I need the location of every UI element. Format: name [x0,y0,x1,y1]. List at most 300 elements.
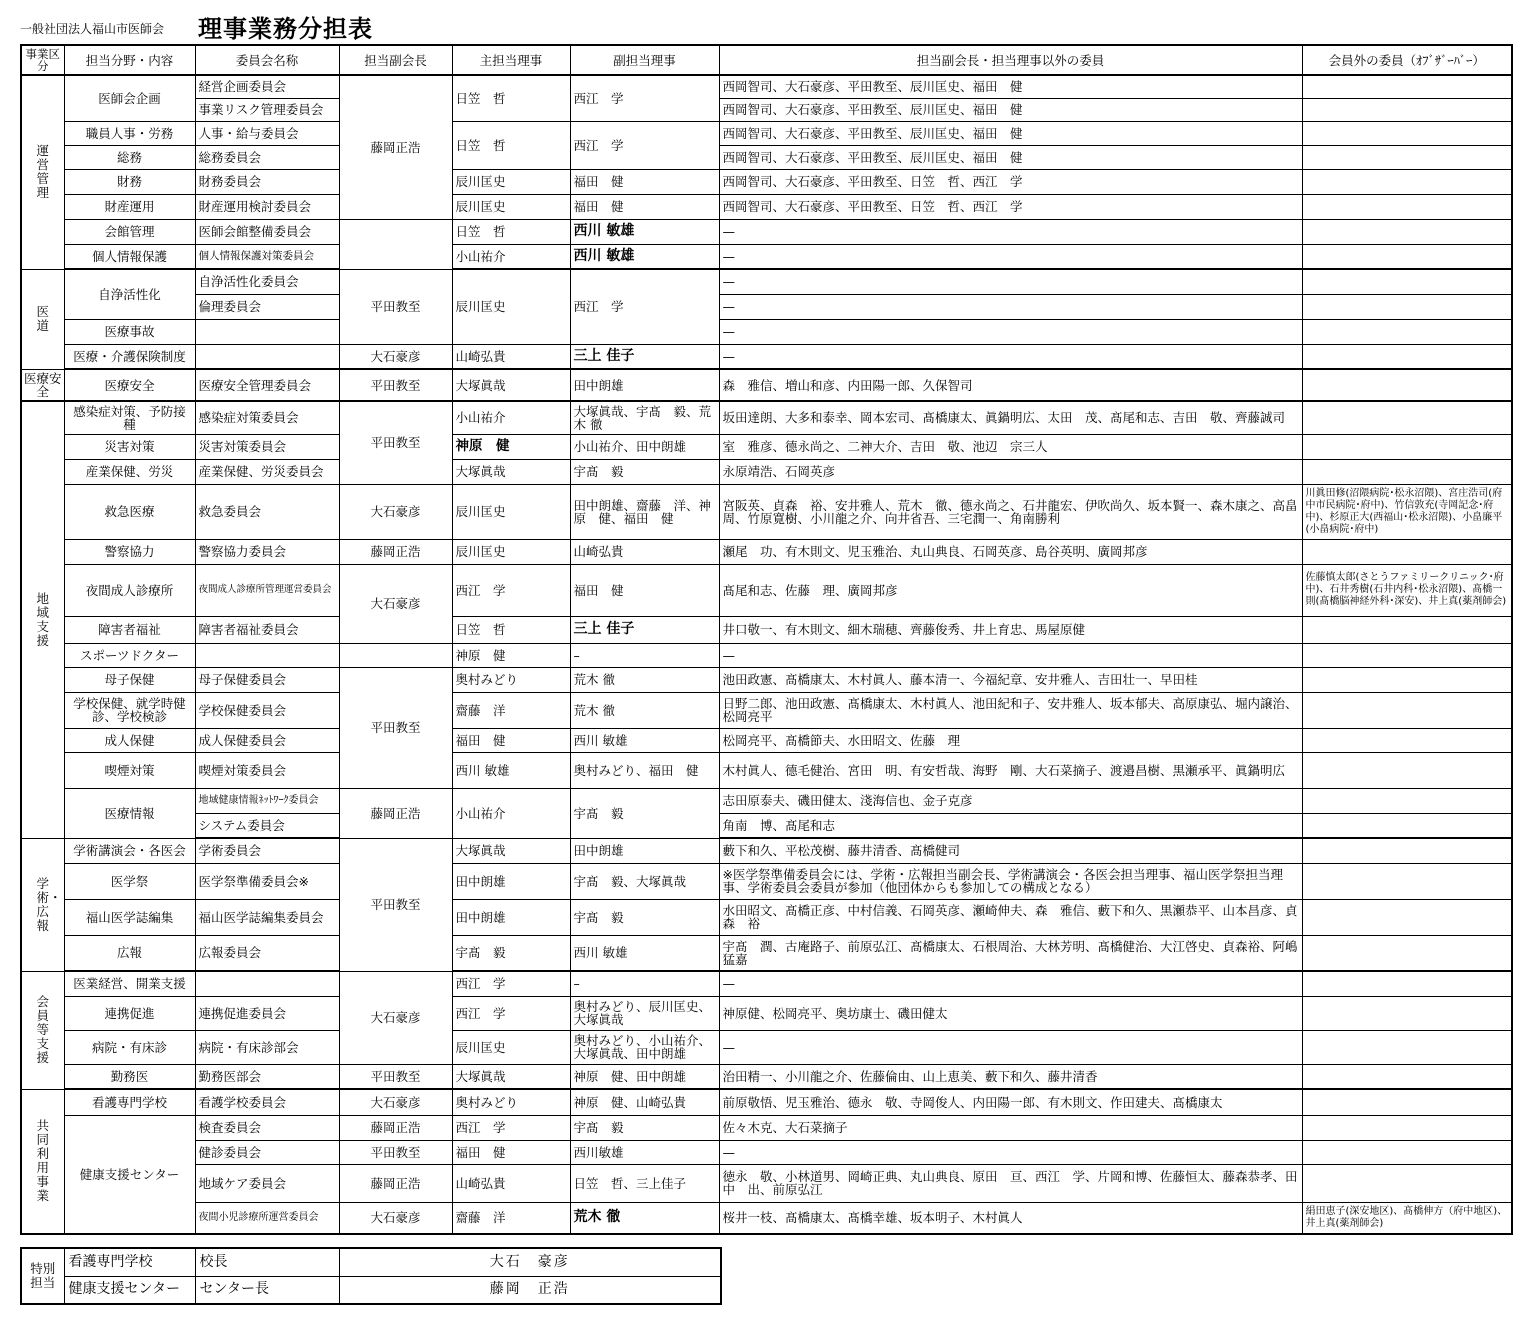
observers-cell [1302,788,1512,813]
table-row [21,459,1512,484]
table-row [21,539,1512,564]
vp-cell [339,643,452,667]
sub-cell: 西川 敏雄 [570,935,719,971]
vp-cell: 平田教至 [339,667,452,788]
main-cell: 辰川匡史 [452,194,570,219]
special-name: 大石 豪彦 [339,1248,721,1276]
table-row [21,1164,1512,1202]
sub-cell: 西江 学 [570,269,719,344]
field-cell: 障害者福祉 [64,616,195,643]
observers-cell: 佐藤慎太郎(さとうファミリークリニック･府中)、石井秀樹(石井内科･松永沼隈)、髙橋一則(髙橋脳神経外科･深安)、井上真(薬剤師会) [1302,564,1512,616]
table-row [21,1064,1512,1089]
members-cell: 徳永 敬、小林道男、岡崎正典、丸山典良、原田 亘、西江 学、片岡和博、佐藤恒太、藤森恭孝、田中 出、前原弘江 [719,1164,1302,1202]
table-row [21,169,1512,194]
members-cell: 志田原泰夫、磯田健太、淺海信也、金子克彦 [719,788,1302,813]
sub-cell: 宇髙 毅、大塚眞哉 [570,863,719,899]
main-cell: 西江 学 [452,971,570,996]
table-header-row [21,45,1512,75]
table-row [21,996,1512,1030]
field-cell: スポーツドクター [64,643,195,667]
members-cell: — [719,344,1302,369]
main-cell: 福田 健 [452,728,570,752]
main-cell: 田中朗雄 [452,863,570,899]
committee-cell: 総務委員会 [195,145,339,169]
table-row [21,194,1512,219]
table-row [21,344,1512,369]
members-cell: 西岡智司、大石豪彦、平田教至、日笠 哲、西江 学 [719,194,1302,219]
table-row [21,788,1512,813]
members-cell: 森 雅信、増山和彦、内田陽一郎、久保智司 [719,369,1302,401]
members-cell: — [719,1140,1302,1164]
table-row [21,643,1512,667]
observers-cell [1302,1089,1512,1115]
committee-cell: 自浄活性化委員会 [195,269,339,294]
members-cell: 日野二郎、池田政憲、髙橋康太、木村眞人、池田紀和子、安井雅人、坂本郁夫、高原康弘、堀内譲治、松岡亮平 [719,692,1302,728]
committee-cell: 救急委員会 [195,484,339,539]
committee-cell: 感染症対策委員会 [195,401,339,434]
observers-cell: 川眞田修(沼隈病院･松永沼隈)、宮庄浩司(府中市民病院･府中)、竹信敦充(寺岡記念･府中)、杉原正大(西福山･松永沼隈)、小畠廉平(小畠病院･府中) [1302,484,1512,539]
sub-cell: 宇髙 毅 [570,899,719,935]
sub-cell: 宇髙 毅 [570,459,719,484]
sub-cell: 荒木 徹 [570,667,719,692]
vp-cell: 平田教至 [339,1140,452,1164]
observers-cell [1302,539,1512,564]
table-row [21,369,1512,401]
vp-cell: 平田教至 [339,1064,452,1089]
main-cell: 大塚眞哉 [452,369,570,401]
observers-cell [1302,1164,1512,1202]
committee-cell: 看護学校委員会 [195,1089,339,1115]
committee-cell: 母子保健委員会 [195,667,339,692]
members-cell: — [719,269,1302,294]
committee-cell: 災害対策委員会 [195,434,339,459]
table-row [21,863,1512,899]
table-row [21,121,1512,145]
sub-cell: 田中朗雄 [570,369,719,401]
section-anzen: 医療安全 [21,369,64,401]
observers-cell [1302,1140,1512,1164]
members-cell: 木村眞人、德毛健治、宮田 明、有安哲哉、海野 剛、大石菜摘子、渡邉昌樹、黒瀬承平、眞鍋明広 [719,752,1302,788]
committee-cell: 病院・有床診部会 [195,1030,339,1064]
special-institution: 健康支援センター [64,1276,195,1304]
observers-cell [1302,616,1512,643]
table-row [21,219,1512,244]
field-cell: 連携促進 [64,996,195,1030]
table-row [21,269,1512,294]
observers-cell [1302,169,1512,194]
table-row [21,98,1512,121]
sub-cell: 神原 健、田中朗雄 [570,1064,719,1089]
members-cell: 宇髙 潤、古庵路子、前原弘江、髙橋康太、石根周治、大林芳明、髙橋健治、大江啓史、貞森裕、阿嶋猛嘉 [719,935,1302,971]
field-cell: 医療安全 [64,369,195,401]
sub-cell: 宇髙 毅 [570,1115,719,1140]
members-cell: 治田精一、小川龍之介、佐藤倫由、山上恵美、藪下和久、藤井清香 [719,1064,1302,1089]
observers-cell: 絹田恵子(深安地区)、髙橋伸方（府中地区)、井上真(薬剤師会) [1302,1202,1512,1234]
col-header-sub: 副担当理事 [570,45,719,75]
col-header-field: 担当分野・内容 [64,45,195,75]
main-cell: 辰川匡史 [452,269,570,344]
main-cell: 小山祐介 [452,244,570,269]
committee-cell: 財務委員会 [195,169,339,194]
committee-cell: 学校保健委員会 [195,692,339,728]
field-cell: 医療情報 [64,788,195,838]
table-row [21,75,1512,98]
main-cell: 辰川匡史 [452,1030,570,1064]
observers-cell [1302,145,1512,169]
sub-cell: 奥村みどり、小山祐介、大塚眞哉、田中朗雄 [570,1030,719,1064]
section-ido: 医道 [21,269,64,369]
committee-cell: 成人保健委員会 [195,728,339,752]
members-cell: 水田昭文、髙橋正彦、中村信義、石岡英彦、瀬崎伸夫、森 雅信、藪下和久、黒瀬恭平、山本昌彦、貞森 裕 [719,899,1302,935]
col-header-observers: 会員外の委員（ｵﾌﾞｻﾞｰﾊﾞｰ） [1302,45,1512,75]
observers-cell [1302,98,1512,121]
members-cell: 桜井一枝、髙橋康太、髙橋幸雄、坂本明子、木村眞人 [719,1202,1302,1234]
table-row [21,692,1512,728]
main-cell: 小山祐介 [452,401,570,434]
table-row [21,1115,1512,1140]
sub-cell: 奥村みどり、福田 健 [570,752,719,788]
main-cell: 辰川匡史 [452,539,570,564]
table-row [21,401,1512,434]
members-cell: 西岡智司、大石豪彦、平田教至、辰川匡史、福田 健 [719,121,1302,145]
field-cell: 広報 [64,935,195,971]
main-cell: 日笠 哲 [452,616,570,643]
vp-cell: 平田教至 [339,401,452,484]
members-cell: — [719,244,1302,269]
field-cell: 医業経営、開業支援 [64,971,195,996]
vp-cell: 平田教至 [339,838,452,971]
sub-cell: 田中朗雄 [570,838,719,863]
main-cell: 田中朗雄 [452,899,570,935]
section-unei: 運営管理 [21,75,64,269]
table-row [21,752,1512,788]
members-cell: 西岡智司、大石豪彦、平田教至、辰川匡史、福田 健 [719,75,1302,98]
special-duty-table [20,1247,722,1305]
field-cell: 母子保健 [64,667,195,692]
vp-cell: 藤岡正浩 [339,75,452,219]
field-cell: 医師会企画 [64,75,195,121]
table-row [21,434,1512,459]
sub-cell: 西江 学 [570,75,719,121]
section-chiiki: 地域支援 [21,401,64,838]
committee-cell: 健診委員会 [195,1140,339,1164]
members-cell: 池田政憲、髙橋康太、木村眞人、藤本清一、今福紀章、安井雅人、吉田壮一、早田桂 [719,667,1302,692]
field-cell: 警察協力 [64,539,195,564]
sub-cell: 西川 敏雄 [570,219,719,244]
table-row [21,616,1512,643]
observers-cell [1302,692,1512,728]
observers-cell [1302,294,1512,319]
section-kaiin: 会員等支援 [21,971,64,1089]
table-row [21,145,1512,169]
committee-cell [195,643,339,667]
field-cell: 財務 [64,169,195,194]
main-cell: 奥村みどり [452,1089,570,1115]
field-cell: 医学祭 [64,863,195,899]
observers-cell [1302,838,1512,863]
vp-cell: 藤岡正浩 [339,788,452,838]
sub-cell: 西川 敏雄 [570,728,719,752]
observers-cell [1302,219,1512,244]
table-row [21,728,1512,752]
table-row [21,1140,1512,1164]
col-header-category: 事業区分 [21,45,64,75]
main-cell: 齋藤 洋 [452,692,570,728]
table-row [21,1030,1512,1064]
special-role: 校長 [195,1248,339,1276]
observers-cell [1302,1030,1512,1064]
special-institution: 看護専門学校 [64,1248,195,1276]
special-category: 特別担当 [21,1248,64,1304]
observers-cell [1302,899,1512,935]
organization-name: 一般社団法人福山市医師会 [20,22,165,36]
table-row [21,838,1512,863]
table-row [21,971,1512,996]
committee-cell: 倫理委員会 [195,294,339,319]
members-cell: 前原敬悟、児玉雅治、德永 敬、寺岡俊人、内田陽一郎、有木則文、作田建夫、髙橋康太 [719,1089,1302,1115]
committee-cell: 個人情報保護対策委員会 [195,244,339,269]
committee-cell: 夜間成人診療所管理運営委員会 [195,564,339,616]
sub-cell: 宇髙 毅 [570,788,719,838]
main-cell: 神原 健 [452,434,570,459]
observers-cell [1302,344,1512,369]
main-cell: 福田 健 [452,1140,570,1164]
field-cell: 健康支援センター [64,1115,195,1234]
observers-cell [1302,752,1512,788]
members-cell: 松岡亮平、髙橋節夫、水田昭文、佐藤 理 [719,728,1302,752]
field-cell: 感染症対策、予防接種 [64,401,195,434]
vp-cell: 大石豪彦 [339,484,452,539]
main-cell: 大塚眞哉 [452,459,570,484]
observers-cell [1302,971,1512,996]
members-cell: 佐々木克、大石菜摘子 [719,1115,1302,1140]
main-cell: 山崎弘貴 [452,344,570,369]
observers-cell [1302,269,1512,294]
special-name: 藤岡 正浩 [339,1276,721,1304]
field-cell: 救急医療 [64,484,195,539]
members-cell: — [719,294,1302,319]
committee-cell: 医師会館整備委員会 [195,219,339,244]
main-cell: 宇髙 毅 [452,935,570,971]
main-cell: 辰川匡史 [452,484,570,539]
table-row [21,1276,721,1304]
sub-cell: 田中朗雄、齋藤 洋、神原 健、福田 健 [570,484,719,539]
table-row [21,484,1512,539]
main-cell: 辰川匡史 [452,169,570,194]
committee-cell: システム委員会 [195,813,339,838]
sub-cell: 山崎弘貴 [570,539,719,564]
main-cell: 日笠 哲 [452,75,570,121]
vp-cell: 大石豪彦 [339,564,452,643]
table-row [21,319,1512,344]
observers-cell [1302,643,1512,667]
sub-cell: 大塚眞哉、宇髙 毅、荒木 徹 [570,401,719,434]
main-cell: 奥村みどり [452,667,570,692]
col-header-committee: 委員会名称 [195,45,339,75]
field-cell: 医療・介護保険制度 [64,344,195,369]
committee-cell: 警察協力委員会 [195,539,339,564]
table-row [21,1202,1512,1234]
sub-cell: 小山祐介、田中朗雄 [570,434,719,459]
main-cell: 日笠 哲 [452,121,570,169]
field-cell: 勤務医 [64,1064,195,1089]
section-gakujutsu: 学術・広報 [21,838,64,971]
field-cell: 災害対策 [64,434,195,459]
sub-cell: 西川 敏雄 [570,244,719,269]
special-role: センター長 [195,1276,339,1304]
table-row [21,899,1512,935]
sub-cell: 奥村みどり、辰川匡史、大塚眞哉 [570,996,719,1030]
vp-cell [339,219,452,269]
members-cell: 角南 博、髙尾和志 [719,813,1302,838]
members-cell: 室 雅彦、德永尚之、二神大介、吉田 敬、池辺 宗三人 [719,434,1302,459]
main-cell: 西江 学 [452,996,570,1030]
committee-cell: 学術委員会 [195,838,339,863]
vp-cell: 藤岡正浩 [339,1164,452,1202]
vp-cell: 大石豪彦 [339,1202,452,1234]
observers-cell [1302,813,1512,838]
main-cell: 神原 健 [452,643,570,667]
field-cell: 財産運用 [64,194,195,219]
field-cell: 会館管理 [64,219,195,244]
observers-cell [1302,1064,1512,1089]
committee-cell: 医学祭準備委員会※ [195,863,339,899]
committee-cell: 地域ケア委員会 [195,1164,339,1202]
members-cell: 西岡智司、大石豪彦、平田教至、辰川匡史、福田 健 [719,98,1302,121]
observers-cell [1302,369,1512,401]
observers-cell [1302,863,1512,899]
col-header-vp: 担当副会長 [339,45,452,75]
col-header-main: 主担当理事 [452,45,570,75]
observers-cell [1302,935,1512,971]
committee-cell: 産業保健、労災委員会 [195,459,339,484]
members-cell: 藪下和久、平松茂樹、藤井清香、髙橋健司 [719,838,1302,863]
vp-cell: 大石豪彦 [339,344,452,369]
members-cell: — [719,319,1302,344]
field-cell: 職員人事・労務 [64,121,195,145]
document-title: 理事業務分担表 [198,15,373,43]
field-cell: 個人情報保護 [64,244,195,269]
table-row [21,294,1512,319]
table-row [21,1248,721,1276]
vp-cell: 藤岡正浩 [339,1115,452,1140]
sub-cell: 福田 健 [570,564,719,616]
committee-cell: 連携促進委員会 [195,996,339,1030]
observers-cell [1302,244,1512,269]
members-cell: 瀬尾 功、有木則文、児玉雅治、丸山典良、石岡英彦、島谷英明、廣岡邦彦 [719,539,1302,564]
committee-cell: 勤務医部会 [195,1064,339,1089]
field-cell: 学校保健、就学時健診、学校検診 [64,692,195,728]
members-cell: ※医学祭準備委員会には、学術・広報担当副会長、学術講演会・各医会担当理事、福山医学祭担当理事、学術委員会委員が参加（他団体からも参加しての構成となる） [719,863,1302,899]
observers-cell [1302,194,1512,219]
field-cell: 夜間成人診療所 [64,564,195,616]
committee-cell: 地域健康情報ﾈｯﾄﾜｰｸ委員会 [195,788,339,813]
sub-cell: – [570,643,719,667]
main-cell: 大塚眞哉 [452,1064,570,1089]
field-cell: 医療事故 [64,319,195,344]
field-cell: 福山医学誌編集 [64,899,195,935]
sub-cell: 福田 健 [570,194,719,219]
duty-table [20,44,1513,1235]
main-cell: 大塚眞哉 [452,838,570,863]
members-cell: 坂田達朗、大多和泰幸、岡本宏司、髙橋康太、眞鍋明広、太田 茂、髙尾和志、吉田 敬、齊藤誠司 [719,401,1302,434]
table-row [21,564,1512,616]
members-cell: 神原健、松岡亮平、奥坊康士、磯田健太 [719,996,1302,1030]
main-cell: 西川 敏雄 [452,752,570,788]
committee-cell [195,971,339,996]
sub-cell: – [570,971,719,996]
observers-cell [1302,996,1512,1030]
committee-cell: 検査委員会 [195,1115,339,1140]
sub-cell: 西川敏雄 [570,1140,719,1164]
main-cell: 日笠 哲 [452,219,570,244]
sub-cell: 日笠 哲、三上佳子 [570,1164,719,1202]
main-cell: 西江 学 [452,564,570,616]
members-cell: 髙尾和志、佐藤 理、廣岡邦彦 [719,564,1302,616]
field-cell: 喫煙対策 [64,752,195,788]
committee-cell: 経営企画委員会 [195,75,339,98]
members-cell: 宮阪英、貞森 裕、安井雅人、荒木 徹、德永尚之、石井龍宏、伊吹尚久、坂本賢一、森木康之、高畠 周、竹原寛樹、小川龍之介、向井省吾、三宅潤一、角南勝利 [719,484,1302,539]
observers-cell [1302,728,1512,752]
committee-cell: 喫煙対策委員会 [195,752,339,788]
field-cell: 産業保健、労災 [64,459,195,484]
observers-cell [1302,75,1512,98]
members-cell: 永原靖浩、石岡英彦 [719,459,1302,484]
committee-cell: 広報委員会 [195,935,339,971]
observers-cell [1302,121,1512,145]
observers-cell [1302,319,1512,344]
sub-cell: 荒木 徹 [570,692,719,728]
sub-cell: 三上 佳子 [570,344,719,369]
main-cell: 山崎弘貴 [452,1164,570,1202]
observers-cell [1302,434,1512,459]
table-row [21,935,1512,971]
field-cell: 自浄活性化 [64,269,195,319]
field-cell: 学術講演会・各医会 [64,838,195,863]
sub-cell: 三上 佳子 [570,616,719,643]
sub-cell: 荒木 徹 [570,1202,719,1234]
main-cell: 小山祐介 [452,788,570,838]
sub-cell: 西江 学 [570,121,719,169]
committee-cell [195,344,339,369]
committee-cell: 福山医学誌編集委員会 [195,899,339,935]
committee-cell: 人事・給与委員会 [195,121,339,145]
members-cell: — [719,1030,1302,1064]
col-header-members: 担当副会長・担当理事以外の委員 [719,45,1302,75]
field-cell: 成人保健 [64,728,195,752]
table-row [21,813,1512,838]
vp-cell: 大石豪彦 [339,971,452,1064]
field-cell: 病院・有床診 [64,1030,195,1064]
committee-cell [195,319,339,344]
vp-cell: 大石豪彦 [339,1089,452,1115]
main-cell: 齋藤 洋 [452,1202,570,1234]
vp-cell: 藤岡正浩 [339,539,452,564]
members-cell: — [719,971,1302,996]
committee-cell: 事業リスク管理委員会 [195,98,339,121]
members-cell: 井口敬一、有木則文、細木瑞穂、齊藤俊秀、井上育忠、馬屋原健 [719,616,1302,643]
members-cell: 西岡智司、大石豪彦、平田教至、辰川匡史、福田 健 [719,145,1302,169]
observers-cell [1302,1115,1512,1140]
committee-cell: 障害者福祉委員会 [195,616,339,643]
table-row [21,1089,1512,1115]
sub-cell: 福田 健 [570,169,719,194]
vp-cell: 平田教至 [339,369,452,401]
committee-cell: 夜間小児診療所運営委員会 [195,1202,339,1234]
field-cell: 総務 [64,145,195,169]
table-row [21,667,1512,692]
members-cell: — [719,219,1302,244]
